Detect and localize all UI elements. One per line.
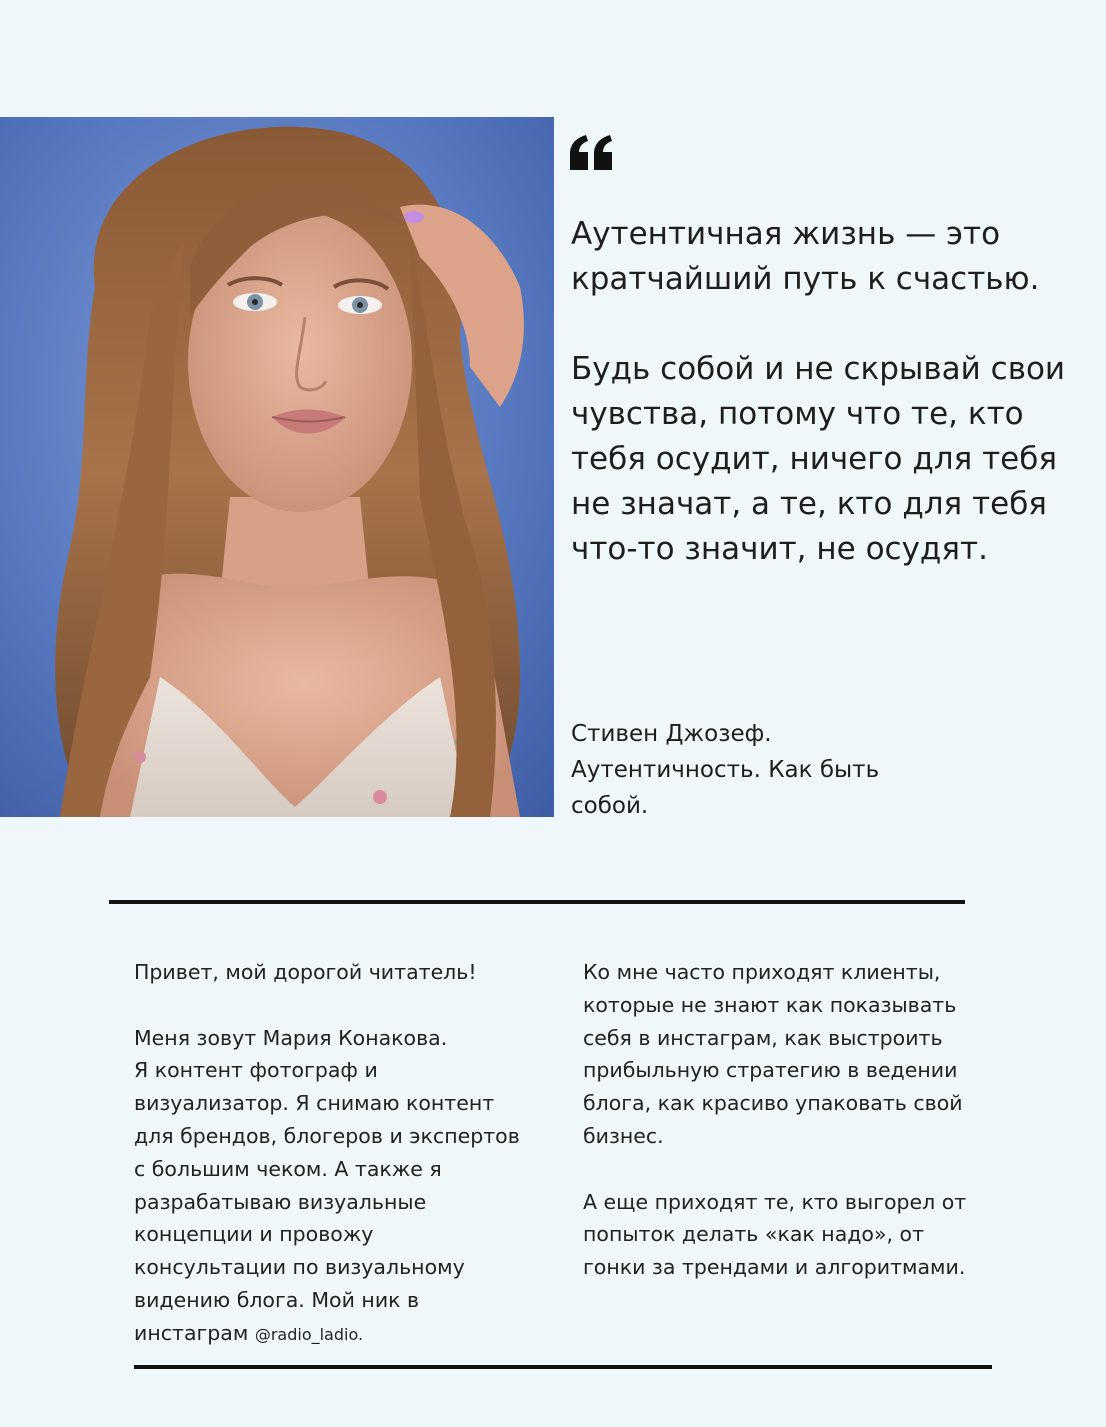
quote-line: чувства, потому что те, кто (571, 396, 1024, 432)
intro-line: разрабатываю визуальные (134, 1189, 427, 1214)
clients-line: попыток делать «как надо», от (583, 1222, 925, 1247)
intro-column-right (583, 956, 1003, 1284)
quote-line: Будь собой и не скрывай свои (571, 351, 1066, 387)
portrait-photo (0, 117, 554, 817)
divider-top (109, 900, 965, 904)
intro-line: Я контент фотограф и (134, 1058, 378, 1083)
instagram-handle: @radio_ladio. (254, 1324, 364, 1344)
quote-attribution (571, 716, 931, 824)
quote-line: Аутентичная жизнь — это (571, 216, 1001, 252)
greeting-text: Привет, мой дорогой читатель! (134, 960, 477, 984)
quote-line: тебя осудит, ничего для тебя (571, 441, 1058, 477)
clients-line: Ко мне часто приходят клиенты, (583, 960, 941, 984)
intro-line: видению блога. Мой ник в (134, 1287, 420, 1312)
clients-line: себя в инстаграм, как выстроить (583, 1025, 943, 1050)
attribution-line: Стивен Джозеф. (571, 721, 772, 747)
quote-line: что-то значит, не осудят. (571, 531, 988, 567)
quote-paragraph-2 (571, 347, 1071, 572)
quote-mark-icon (568, 132, 616, 172)
quote-line: кратчайший путь к счастью. (571, 261, 1040, 297)
intro-line (134, 1317, 554, 1352)
intro-line: визуализатор. Я снимаю контент (134, 1091, 495, 1116)
attribution-line: собой. (571, 793, 649, 819)
quote-paragraph-1 (571, 212, 1071, 302)
clients-line: гонки за трендами и алгоритмами. (583, 1255, 966, 1280)
clients-line: прибыльную стратегию в ведении (583, 1058, 958, 1083)
divider-bottom (134, 1365, 992, 1369)
intro-line: консультации по визуальному (134, 1255, 465, 1280)
intro-line: для брендов, блогеров и экспертов (134, 1123, 520, 1148)
intro-line: с большим чеком. А также я (134, 1156, 442, 1181)
instagram-label: инстаграм (134, 1320, 255, 1345)
attribution-line: Аутентичность. Как быть (571, 757, 880, 783)
intro-column-left (134, 956, 554, 1352)
quote-text (571, 212, 1071, 572)
intro-line: Меня зовут Мария Конакова. (134, 1025, 448, 1050)
clients-line: которые не знают как показывать (583, 992, 957, 1017)
clients-line: бизнес. (583, 1123, 664, 1148)
quote-line: не значат, а те, кто для тебя (571, 486, 1047, 522)
clients-line: А еще приходят те, кто выгорел от (583, 1189, 967, 1214)
intro-line: концепции и провожу (134, 1222, 374, 1247)
clients-line: блога, как красиво упаковать свой (583, 1091, 963, 1116)
